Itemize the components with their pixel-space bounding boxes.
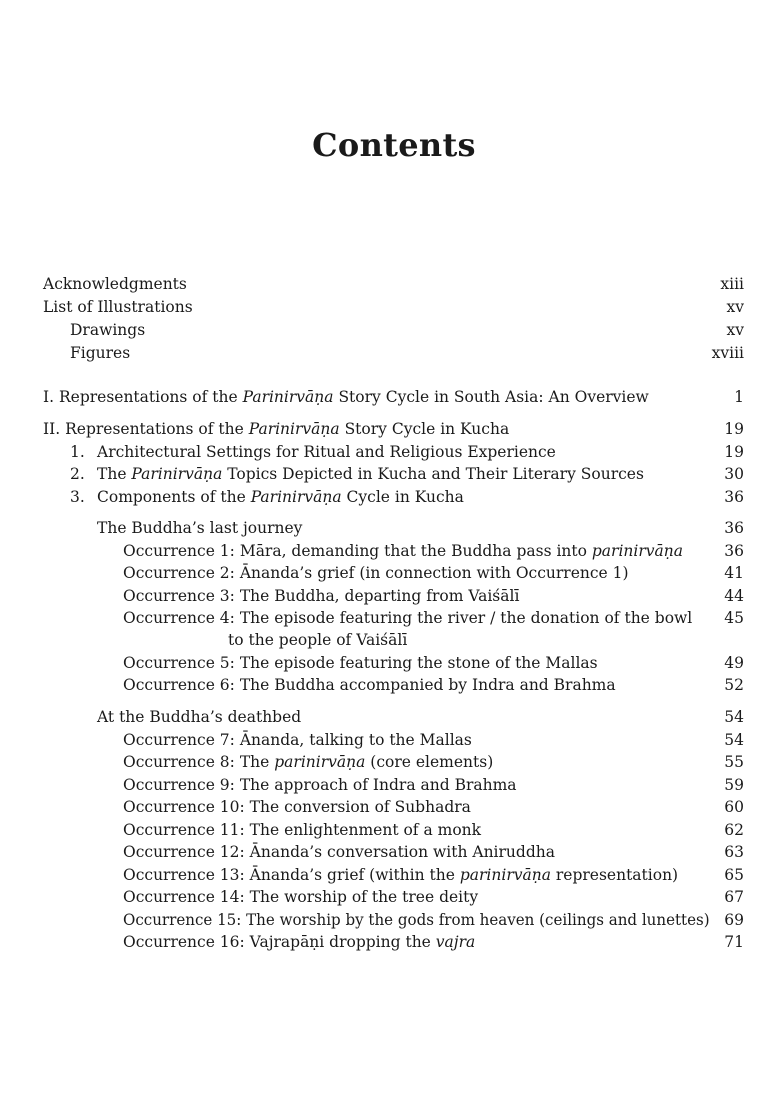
toc-entry-page: 71 xyxy=(724,933,744,951)
toc-entry-number: 3. xyxy=(70,488,85,506)
toc-entry-occurrence-7[interactable] xyxy=(0,729,780,751)
toc-entry-deathbed[interactable] xyxy=(0,706,780,728)
toc-entry-page: 69 xyxy=(724,911,744,929)
toc-entry-text: Occurrence 6: The Buddha accompanied by Indra and Brahma xyxy=(123,676,616,694)
toc-entry-occurrence-8[interactable] xyxy=(0,751,780,773)
toc-entry-text: Figures xyxy=(70,344,131,362)
toc-entry-occurrence-2[interactable] xyxy=(0,562,780,584)
toc-entry-text-continued: to the people of Vaiśālī xyxy=(228,631,408,649)
toc-entry-page: 30 xyxy=(724,465,744,483)
toc-entry-text: The Parinirvāṇa Topics Depicted in Kucha and Their Literary Sources xyxy=(97,465,644,483)
toc-entry-section-3[interactable] xyxy=(0,486,780,508)
toc-entry-page: 19 xyxy=(724,443,744,461)
toc-entry-text: Occurrence 9: The approach of Indra and Brahma xyxy=(123,776,517,794)
toc-entry-text: Occurrence 5: The episode featuring the stone of the Mallas xyxy=(123,654,598,672)
toc-entry-figures[interactable] xyxy=(0,342,780,364)
toc-entry-page: 59 xyxy=(724,776,744,794)
toc-entry-chapter-1[interactable] xyxy=(0,386,780,408)
toc-entry-page: 63 xyxy=(724,843,744,861)
toc-entry-drawings[interactable] xyxy=(0,319,780,341)
toc-entry-section-1[interactable] xyxy=(0,441,780,463)
toc-entry-page: 54 xyxy=(724,708,744,726)
toc-entry-page: xiii xyxy=(720,275,744,293)
toc-entry-text: Occurrence 11: The enlightenment of a monk xyxy=(123,821,482,839)
toc-entry-text: List of Illustrations xyxy=(43,298,193,316)
toc-entry-text: Acknowledgments xyxy=(43,275,187,293)
toc-entry-last-journey[interactable] xyxy=(0,517,780,539)
toc-entry-occurrence-4-continued xyxy=(0,629,780,651)
toc-entry-text: Occurrence 15: The worship by the gods from heaven (ceilings and lunettes) xyxy=(123,911,710,929)
toc-entry-page: xv xyxy=(726,321,744,339)
toc-entry-text: Components of the Parinirvāṇa Cycle in Kucha xyxy=(97,488,464,506)
toc-entry-text: Occurrence 16: Vajrapāṇi dropping the vajra xyxy=(123,933,476,951)
toc-entry-occurrence-1[interactable] xyxy=(0,540,780,562)
toc-entry-page: 19 xyxy=(724,420,744,438)
toc-entry-page: 62 xyxy=(724,821,744,839)
toc-entry-page: 52 xyxy=(724,676,744,694)
toc-entry-page: 36 xyxy=(724,542,744,560)
toc-entry-text: At the Buddha’s deathbed xyxy=(97,708,302,726)
toc-entry-page: 1 xyxy=(734,388,744,406)
toc-entry-occurrence-4[interactable] xyxy=(0,607,780,629)
toc-entry-number: 2. xyxy=(70,465,85,483)
toc-entry-page: 41 xyxy=(724,564,744,582)
toc-entry-text: Occurrence 3: The Buddha, departing from Vaiśālī xyxy=(123,587,520,605)
toc-entry-text: Occurrence 8: The parinirvāṇa (core elements) xyxy=(123,753,494,771)
toc-entry-text: The Buddha’s last journey xyxy=(97,519,303,537)
toc-entry-text: I. Representations of the Parinirvāṇa Story Cycle in South Asia: An Overview xyxy=(43,388,649,406)
toc-entry-occurrence-10[interactable] xyxy=(0,796,780,818)
toc-entry-text: Occurrence 4: The episode featuring the river / the donation of the bowl xyxy=(123,609,693,627)
toc-entry-page: 54 xyxy=(724,731,744,749)
toc-entry-occurrence-3[interactable] xyxy=(0,585,780,607)
toc-entry-page: 55 xyxy=(724,753,744,771)
toc-entry-list-of-illustrations[interactable] xyxy=(0,296,780,318)
toc-entry-text: Drawings xyxy=(70,321,146,339)
toc-entry-page: 65 xyxy=(724,866,744,884)
toc-entry-page: 36 xyxy=(724,519,744,537)
toc-entry-text: Occurrence 14: The worship of the tree deity xyxy=(123,888,479,906)
toc-entry-page: 60 xyxy=(724,798,744,816)
toc-entry-occurrence-12[interactable] xyxy=(0,841,780,863)
toc-entry-text: Occurrence 12: Ānanda’s conversation with Aniruddha xyxy=(123,843,555,861)
toc-entry-occurrence-6[interactable] xyxy=(0,674,780,696)
toc-entry-chapter-2[interactable] xyxy=(0,418,780,440)
toc-entry-text: Occurrence 7: Ānanda, talking to the Mallas xyxy=(123,731,472,749)
toc-entry-number: 1. xyxy=(70,443,85,461)
toc-entry-occurrence-9[interactable] xyxy=(0,774,780,796)
toc-entry-page: 49 xyxy=(724,654,744,672)
toc-entry-text: II. Representations of the Parinirvāṇa Story Cycle in Kucha xyxy=(43,420,510,438)
toc-entry-page: 67 xyxy=(724,888,744,906)
toc-entry-text: Occurrence 10: The conversion of Subhadra xyxy=(123,798,471,816)
toc-entry-page: 44 xyxy=(724,587,744,605)
toc-entry-occurrence-5[interactable] xyxy=(0,652,780,674)
toc-entry-occurrence-13[interactable] xyxy=(0,864,780,886)
toc-entry-page: 45 xyxy=(724,609,744,627)
toc-entry-text: Occurrence 1: Māra, demanding that the Buddha pass into parinirvāṇa xyxy=(123,542,683,560)
toc-entry-occurrence-14[interactable] xyxy=(0,886,780,908)
toc-entry-page: 36 xyxy=(724,488,744,506)
toc-entry-page: xviii xyxy=(711,344,744,362)
toc-entry-text: Occurrence 13: Ānanda’s grief (within the parinirvāṇa representation) xyxy=(123,866,679,884)
toc-entry-text: Occurrence 2: Ānanda’s grief (in connection with Occurrence 1) xyxy=(123,564,629,582)
toc-entry-occurrence-11[interactable] xyxy=(0,819,780,841)
toc-entry-occurrence-16[interactable] xyxy=(0,931,780,953)
toc-entry-page: xv xyxy=(726,298,744,316)
toc-entry-section-2[interactable] xyxy=(0,463,780,485)
toc-entry-text: Architectural Settings for Ritual and Religious Experience xyxy=(97,443,556,461)
toc-entry-occurrence-15[interactable] xyxy=(0,909,780,931)
toc-entry-acknowledgments[interactable] xyxy=(0,273,780,295)
page-title: Contents xyxy=(312,126,476,164)
